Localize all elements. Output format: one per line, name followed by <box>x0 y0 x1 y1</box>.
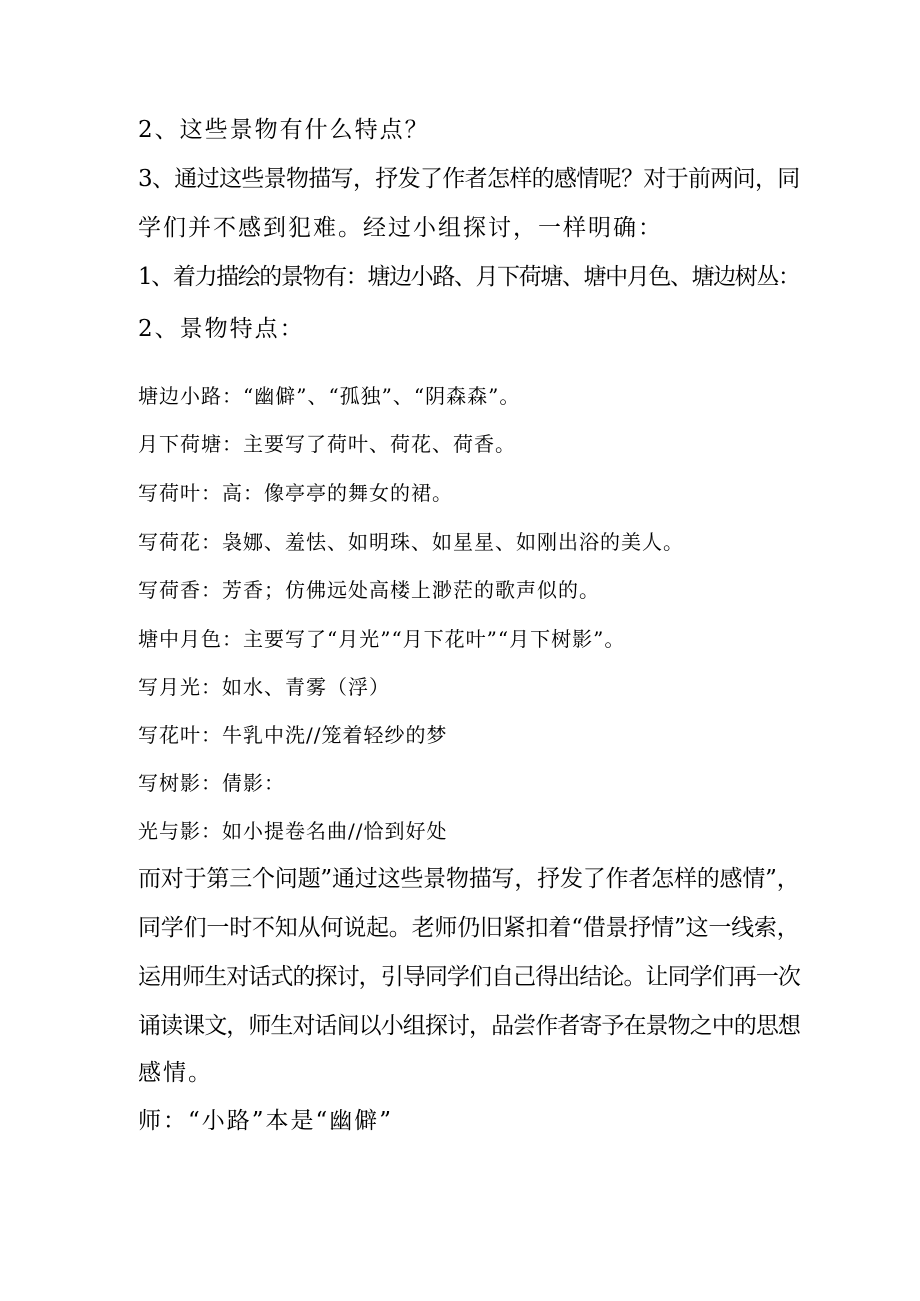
feature-line: 写荷香：芳香；仿佛远处高楼上渺茫的歌声似的。 <box>138 578 600 602</box>
feature-line: 塘边小路：“幽僻”、“孤独”、“阴森森”。 <box>138 384 521 408</box>
question-2-line: 2、这些景物有什么特点？ <box>138 117 430 143</box>
question-3-line: 3、通过这些景物描写，抒发了作者怎样的感情呢？对于前两问，同 <box>138 166 800 192</box>
feature-line: 光与影：如小提卷名曲//恰到好处 <box>138 819 448 843</box>
paragraph-line: 学们并不感到犯难。经过小组探讨，一样明确： <box>138 215 663 241</box>
answer-1-line: 1、着力描绘的景物有：塘边小路、月下荷塘、塘中月色、塘边树丛： <box>138 264 800 290</box>
feature-line: 月下荷塘：主要写了荷叶、荷花、荷香。 <box>138 432 516 456</box>
paragraph-line: 同学们一时不知从何说起。老师仍旧紧扣着“借景抒情”这一线索， <box>138 915 800 941</box>
feature-line: 写树影：倩影： <box>138 771 285 795</box>
feature-line: 写花叶：牛乳中洗//笼着轻纱的梦 <box>138 723 448 747</box>
paragraph-line: 感情。 <box>138 1060 213 1086</box>
feature-line: 塘中月色：主要写了“月光”“月下花叶”“月下树影”。 <box>138 627 626 651</box>
paragraph-line: 运用师生对话式的探讨，引导同学们自己得出结论。让同学们再一次 <box>138 964 801 990</box>
dialogue-line: 师：“小路”本是“幽僻” <box>138 1108 394 1134</box>
answer-2-heading: 2、景物特点： <box>138 316 305 342</box>
feature-line: 写月光：如水、青雾（浮） <box>138 675 390 699</box>
feature-line: 写荷叶：高：像亭亭的舞女的裙。 <box>138 481 453 505</box>
paragraph-line: 诵读课文，师生对话间以小组探讨，品尝作者寄予在景物之中的思想 <box>138 1013 801 1039</box>
paragraph-line: 而对于第三个问题”通过这些景物描写，抒发了作者怎样的感情”， <box>138 866 800 892</box>
feature-line: 写荷花：袅娜、羞怯、如明珠、如星星、如刚出浴的美人。 <box>138 530 684 554</box>
